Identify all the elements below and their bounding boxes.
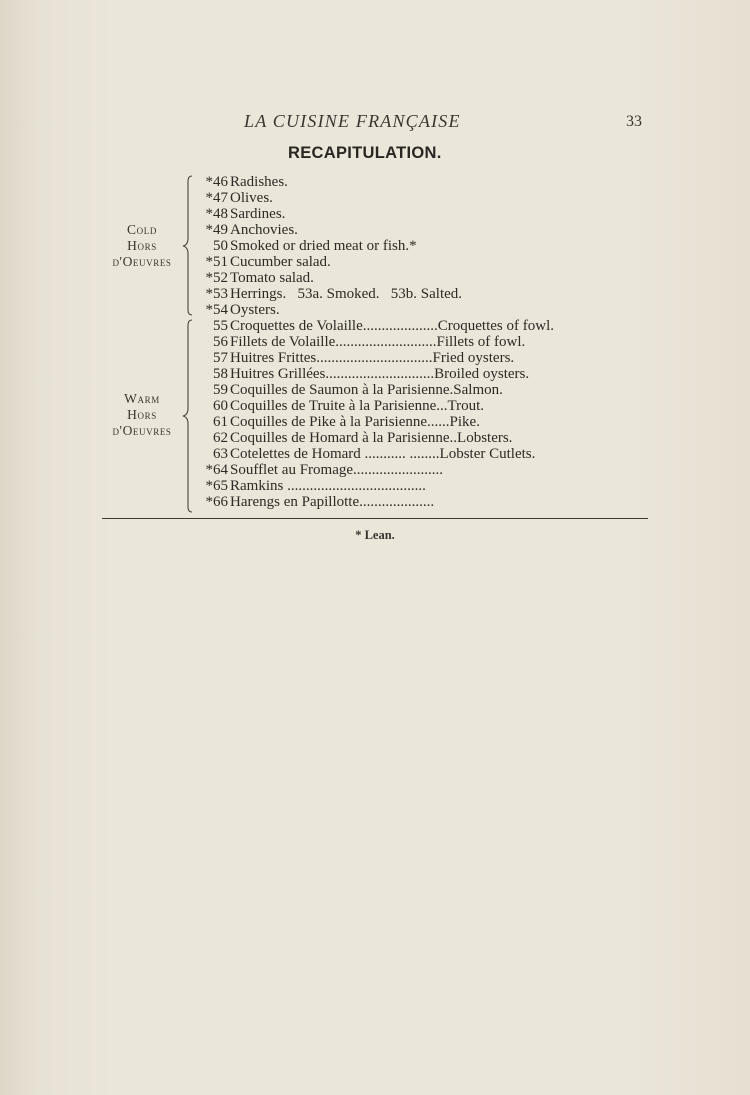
item-text: Soufflet au Fromage........................ bbox=[230, 462, 444, 478]
item-text: Croquettes de Volaille....................Croquettes of fowl. bbox=[230, 318, 554, 334]
list-item bbox=[192, 286, 662, 302]
footnote: * Lean. bbox=[355, 528, 395, 542]
item-number: *65 bbox=[205, 478, 228, 494]
item-number: *48 bbox=[205, 206, 228, 222]
list-item bbox=[192, 222, 662, 238]
list-item bbox=[192, 382, 662, 398]
cold-brace bbox=[183, 176, 192, 315]
item-text: Oysters. bbox=[230, 302, 280, 318]
list-item bbox=[192, 318, 662, 334]
warm-hors-doeuvres-label bbox=[96, 391, 188, 439]
warm-label-line: d'Oeuvres bbox=[112, 423, 172, 438]
cold-hors-doeuvres-label bbox=[96, 222, 188, 270]
section-title: RECAPITULATION. bbox=[288, 144, 442, 162]
item-number: 59 bbox=[213, 382, 228, 398]
item-number: 50 bbox=[213, 238, 228, 254]
item-number: 63 bbox=[213, 446, 228, 462]
list-item bbox=[192, 494, 662, 510]
page-number: 33 bbox=[626, 113, 642, 130]
running-title: LA CUISINE FRANÇAISE bbox=[244, 111, 461, 131]
warm-label-line: Hors bbox=[127, 407, 157, 422]
item-text: Sardines. bbox=[230, 206, 286, 222]
list-item bbox=[192, 446, 662, 462]
item-number: 58 bbox=[213, 366, 228, 382]
list-item bbox=[192, 430, 662, 446]
item-number: *53 bbox=[205, 286, 228, 302]
item-text: Coquilles de Pike à la Parisienne......Pike. bbox=[230, 414, 480, 430]
list-item bbox=[192, 350, 662, 366]
cold-label-line: Hors bbox=[127, 238, 157, 253]
item-number: *46 bbox=[205, 174, 228, 190]
list-item bbox=[192, 254, 662, 270]
item-number: 62 bbox=[213, 430, 228, 446]
item-text: Coquilles de Truite à la Parisienne...Trout. bbox=[230, 398, 485, 414]
item-text: Fillets de Volaille...........................Fillets of fowl. bbox=[230, 334, 526, 350]
item-number: 55 bbox=[213, 318, 228, 334]
item-number: 56 bbox=[213, 334, 228, 350]
item-text: Cotelettes de Homard ........... ........Lobster Cutlets. bbox=[230, 446, 536, 462]
running-head bbox=[0, 111, 750, 135]
item-text: Smoked or dried meat or fish.* bbox=[230, 238, 417, 254]
item-number: *51 bbox=[205, 254, 228, 270]
item-number: *49 bbox=[205, 222, 228, 238]
item-text: Coquilles de Saumon à la Parisienne.Salmon. bbox=[230, 382, 503, 398]
item-number: 57 bbox=[213, 350, 228, 366]
item-text: Harengs en Papillotte.................... bbox=[230, 494, 435, 510]
item-text: Radishes. bbox=[230, 174, 288, 190]
warm-brace bbox=[183, 320, 192, 512]
horizontal-rule bbox=[102, 518, 648, 519]
warm-label-line: Warm bbox=[124, 391, 160, 406]
item-number: *64 bbox=[205, 462, 228, 478]
item-number: 61 bbox=[213, 414, 228, 430]
list-item bbox=[192, 414, 662, 430]
list-item bbox=[192, 174, 662, 190]
item-number: *52 bbox=[205, 270, 228, 286]
item-text: Cucumber salad. bbox=[230, 254, 331, 270]
list-item bbox=[192, 206, 662, 222]
item-text: Coquilles de Homard à la Parisienne..Lobsters. bbox=[230, 430, 513, 446]
list-item bbox=[192, 302, 662, 318]
item-number: *47 bbox=[205, 190, 228, 206]
list-item bbox=[192, 190, 662, 206]
list-item bbox=[192, 462, 662, 478]
list-item bbox=[192, 238, 662, 254]
item-text: Herrings. 53a. Smoked. 53b. Salted. bbox=[230, 286, 463, 302]
list-item bbox=[192, 398, 662, 414]
item-number: *66 bbox=[205, 494, 228, 510]
item-text: Huitres Frittes...............................Fried oysters. bbox=[230, 350, 515, 366]
cold-label-line: d'Oeuvres bbox=[112, 254, 172, 269]
list-item bbox=[192, 366, 662, 382]
item-text: Huitres Grillées.............................Broiled oysters. bbox=[230, 366, 530, 382]
menu-list bbox=[192, 174, 662, 510]
list-item bbox=[192, 478, 662, 494]
list-item bbox=[192, 270, 662, 286]
cold-label-line: Cold bbox=[127, 222, 157, 237]
item-text: Olives. bbox=[230, 190, 273, 206]
item-number: 60 bbox=[213, 398, 228, 414]
item-text: Ramkins ..................................... bbox=[230, 478, 426, 494]
item-number: *54 bbox=[205, 302, 228, 318]
item-text: Anchovies. bbox=[230, 222, 298, 238]
item-text: Tomato salad. bbox=[230, 270, 314, 286]
list-item bbox=[192, 334, 662, 350]
